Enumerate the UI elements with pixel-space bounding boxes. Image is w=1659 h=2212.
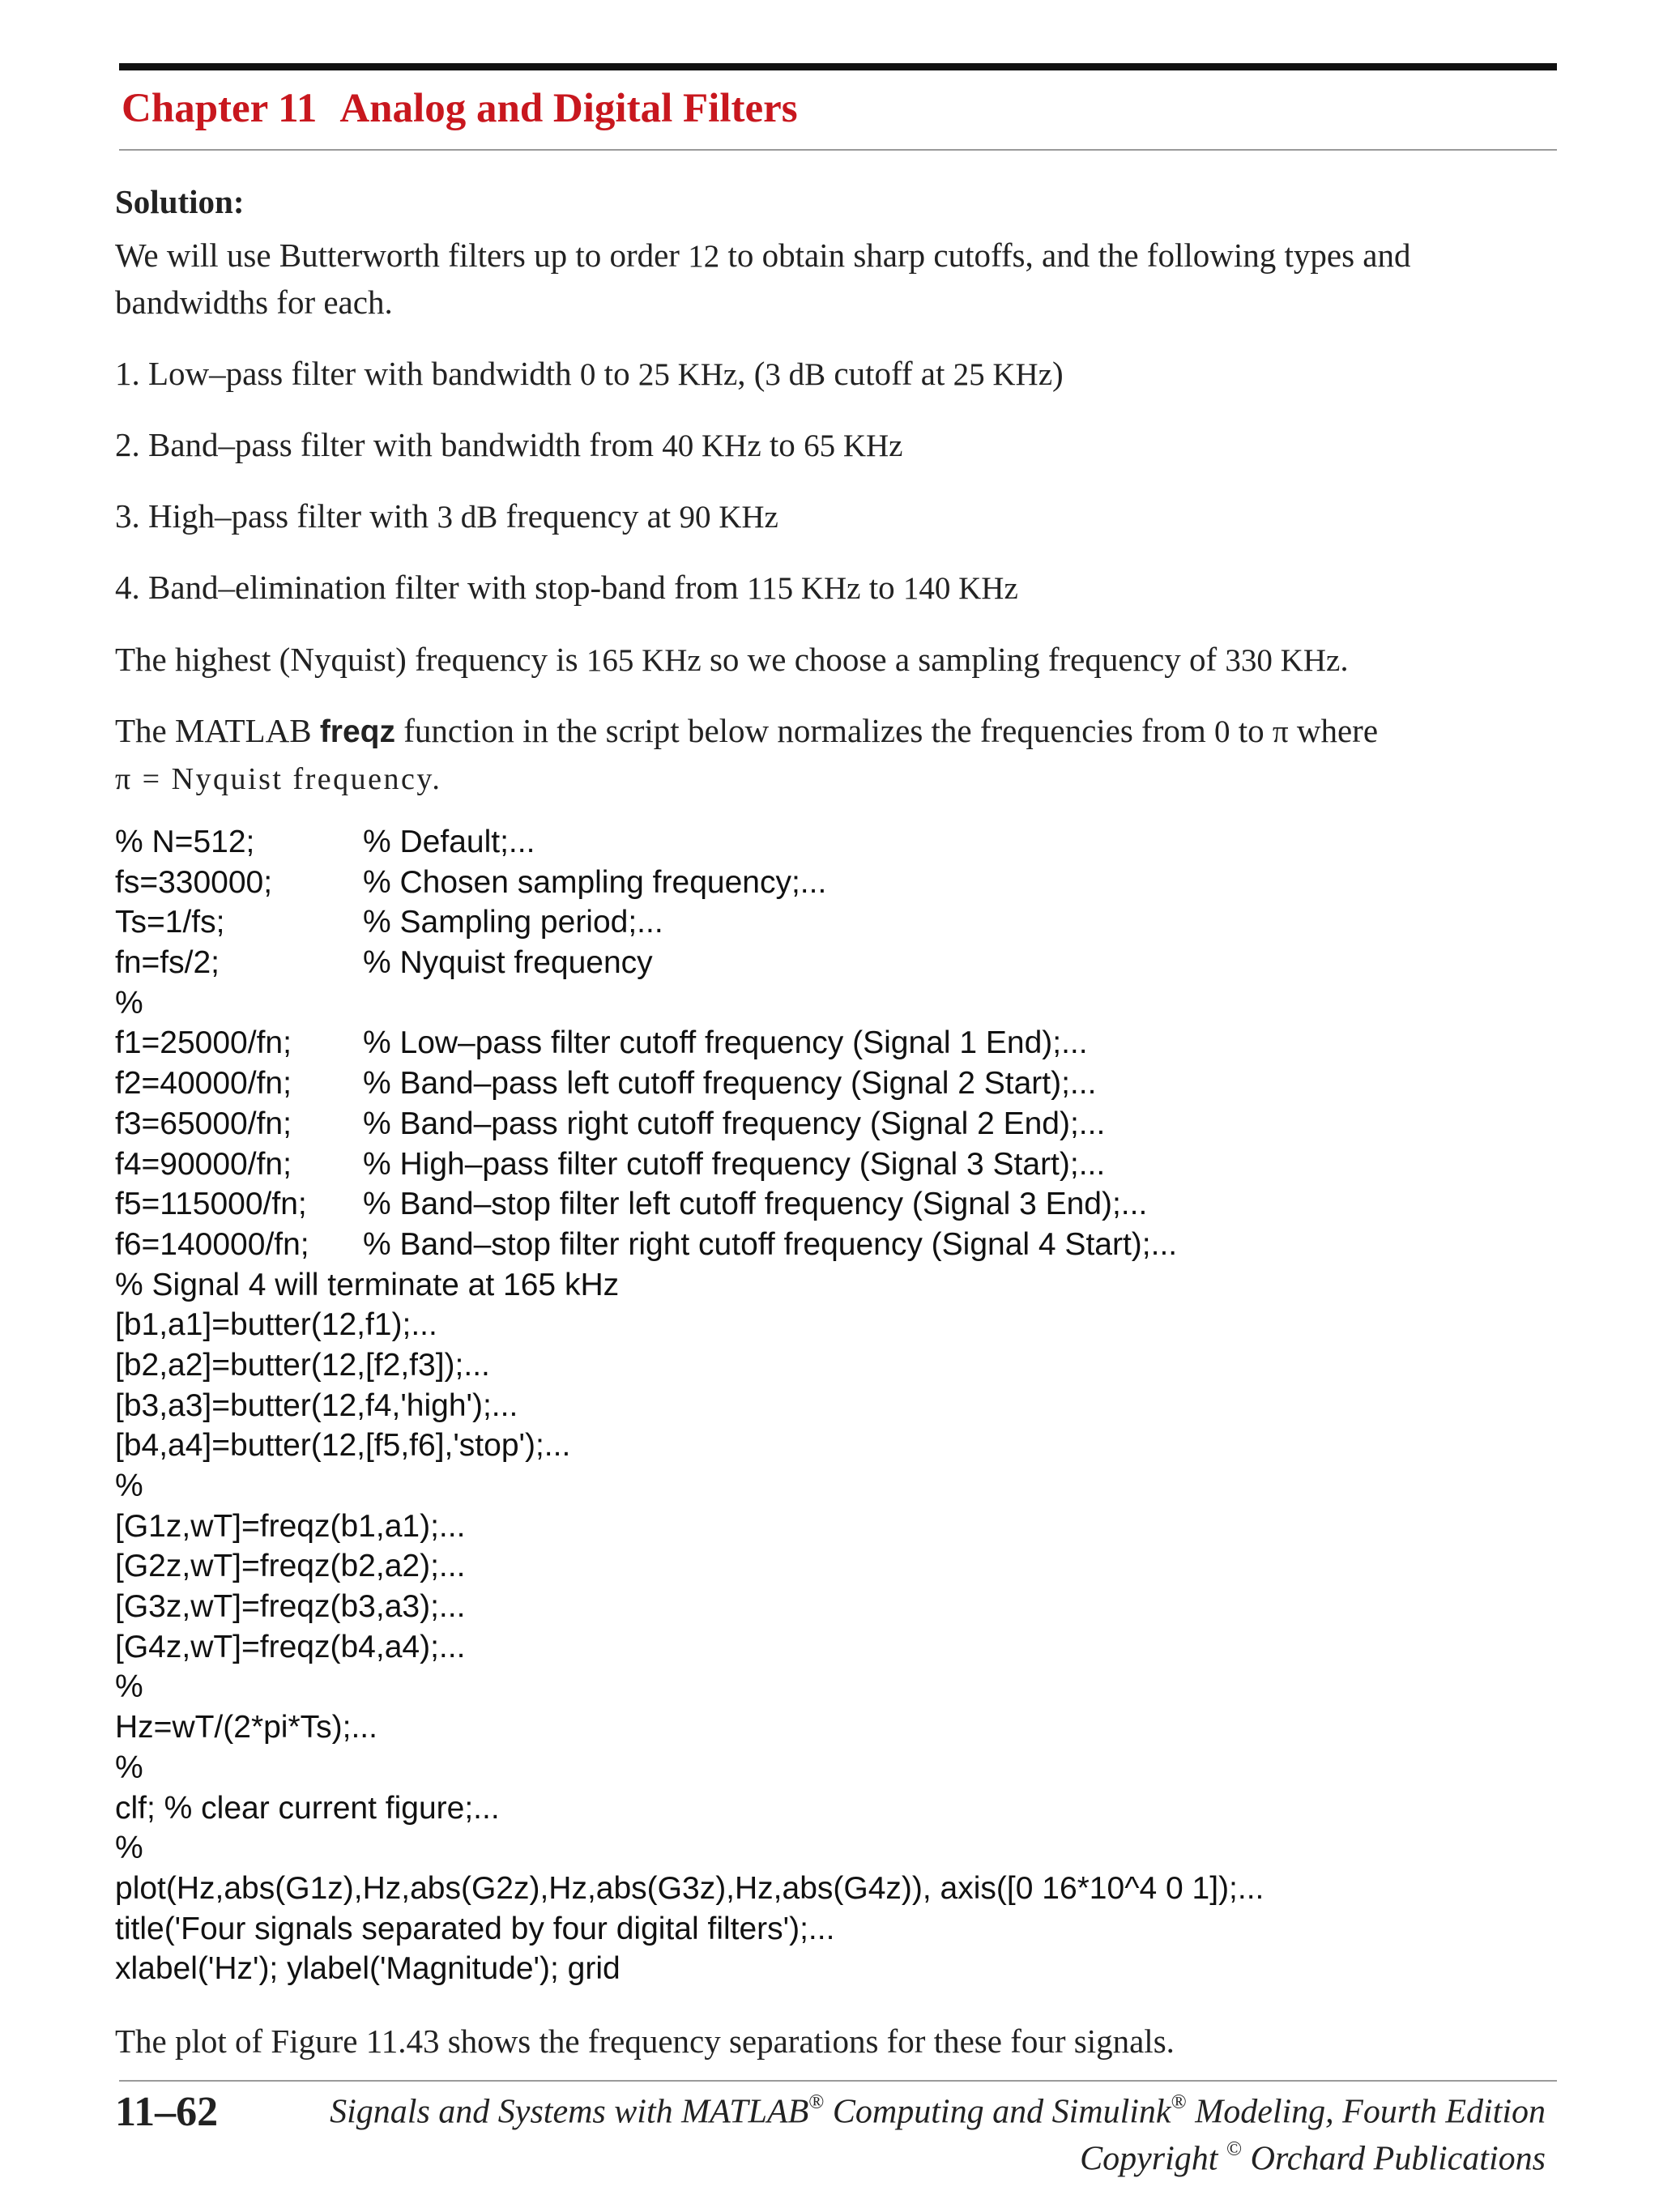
code-statement: [G1z,wT]=freqz(b1,a1);... (115, 1508, 466, 1544)
chapter-title (122, 85, 798, 132)
item-text: 3. High–pass filter with (115, 497, 437, 535)
code-line (115, 1627, 1264, 1668)
code-statement: % Signal 4 will terminate at 165 kHz (115, 1267, 620, 1302)
top-rule (119, 63, 1557, 70)
code-line (115, 1426, 1264, 1466)
page-number: 11–62 (115, 2089, 219, 2135)
item-text: cutoff at (825, 355, 953, 392)
code-line (115, 1507, 1264, 1547)
item-value: 25 KHz (638, 357, 738, 392)
paragraph-value: 330 KHz (1225, 643, 1341, 678)
paragraph-text: so we choose a sampling frequency of (701, 641, 1226, 678)
code-comment: % Band–stop filter left cutoff frequency (Signal 3 End);... (363, 1187, 1148, 1222)
code-statement: [G4z,wT]=freqz(b4,a4);... (115, 1629, 466, 1664)
code-statement: clf; % clear current figure;... (115, 1790, 500, 1826)
filter-order: 12 (688, 239, 720, 274)
paragraph-text: function in the script below normalizes the frequencies from (395, 712, 1215, 749)
item-text: to (860, 569, 903, 606)
code-statement: [b1,a1]=butter(12,f1);... (115, 1307, 437, 1343)
code-line (115, 822, 1264, 863)
code-comment: % Band–pass right cutoff frequency (Signal 2 End);... (363, 1106, 1106, 1141)
item-value: 25 KHz (953, 357, 1053, 392)
code-statement: f1=25000/fn; (115, 1025, 292, 1061)
code-statement: % (115, 1669, 143, 1705)
code-line (115, 1587, 1264, 1627)
code-line (115, 1104, 1264, 1144)
pi-definition: π = Nyquist frequency. (115, 762, 442, 796)
code-comment: % High–pass filter cutoff frequency (Signal 3 Start);... (363, 1146, 1106, 1182)
code-statement: f4=90000/fn; (115, 1146, 292, 1182)
paragraph-text: to (1230, 712, 1273, 749)
code-line (115, 1909, 1264, 1950)
item-value: 40 KHz (662, 428, 761, 463)
code-statement: f3=65000/fn; (115, 1106, 292, 1141)
code-statement: [b2,a2]=butter(12,[f2,f3]);... (115, 1347, 490, 1383)
book-title-part: Computing and Simulink (824, 2093, 1171, 2131)
paragraph-value: 165 KHz (586, 643, 702, 678)
code-statement: % N=512; (115, 825, 255, 859)
item-value: 0 (579, 357, 596, 392)
registered-mark: ® (1171, 2091, 1187, 2113)
code-statement: [b4,a4]=butter(12,[f5,f6],'stop');... (115, 1428, 571, 1464)
list-item (115, 565, 1561, 612)
item-text: frequency at (497, 497, 680, 535)
code-line (115, 1305, 1264, 1345)
item-text: 2. Band–pass filter with bandwidth from (115, 426, 663, 463)
code-line (115, 943, 1264, 983)
function-name: freqz (319, 714, 395, 749)
code-statement: [G2z,wT]=freqz(b2,a2);... (115, 1549, 466, 1584)
code-line (115, 1949, 1264, 1989)
code-line (115, 1063, 1264, 1104)
header-rule (119, 149, 1557, 151)
code-statement: fs=330000; (115, 864, 273, 900)
code-comment: % Nyquist frequency (363, 945, 653, 981)
registered-mark: ® (808, 2091, 825, 2113)
code-statement: f5=115000/fn; (115, 1187, 307, 1222)
code-comment: % Chosen sampling frequency;... (363, 864, 827, 900)
code-statement: [b3,a3]=butter(12,f4,'high');... (115, 1387, 518, 1423)
book-title-part: Modeling, Fourth Edition (1186, 2093, 1546, 2131)
paragraph-text: . (1340, 641, 1349, 678)
chapter-name: Analog and Digital Filters (339, 86, 798, 131)
matlab-code-block (115, 822, 1264, 1989)
item-text: to (595, 355, 638, 392)
code-statement: title('Four signals separated by four digital filters');... (115, 1911, 835, 1946)
code-statement: f2=40000/fn; (115, 1066, 292, 1102)
code-line (115, 902, 1264, 943)
item-value: 3 dB (437, 500, 498, 535)
code-line (115, 1869, 1264, 1909)
intro-text-rest: to obtain sharp cutoffs, and the following types and bandwidths for each. (115, 237, 1411, 321)
code-line (115, 983, 1264, 1024)
item-value: 115 KHz (747, 571, 861, 606)
paragraph-text: The highest (Nyquist) frequency is (115, 641, 586, 678)
item-text: 1. Low–pass filter with bandwidth (115, 355, 580, 392)
item-value: 65 KHz (804, 428, 903, 463)
code-comment: % Band–stop filter right cutoff frequency (Signal 4 Start);... (363, 1226, 1178, 1262)
item-text: to (761, 426, 804, 463)
book-title-part: Signals and Systems with MATLAB (330, 2093, 809, 2131)
freqz-paragraph (115, 708, 1561, 802)
code-line (115, 1265, 1264, 1306)
paragraph-text: The MATLAB (115, 712, 320, 749)
code-comment: % Sampling period;... (363, 905, 663, 940)
code-comment: % Low–pass filter cutoff frequency (Signal 1 End);... (363, 1025, 1088, 1061)
copyright-text: Orchard Publications (1242, 2140, 1546, 2178)
solution-heading: Solution: (115, 183, 245, 220)
code-statement: % (115, 1831, 143, 1866)
code-statement: % (115, 985, 143, 1021)
item-text: 4. Band–elimination filter with stop-band from (115, 569, 748, 606)
code-line (115, 863, 1264, 903)
code-statement: xlabel('Hz'); ylabel('Magnitude'); grid (115, 1951, 621, 1987)
code-statement: f6=140000/fn; (115, 1226, 309, 1262)
code-line (115, 1546, 1264, 1587)
code-line (115, 1225, 1264, 1265)
book-title (330, 2091, 1546, 2132)
copyright-mark: © (1226, 2138, 1243, 2160)
pi-symbol: π (1272, 714, 1289, 749)
paragraph-value: 0 (1214, 714, 1230, 749)
footer-rule (119, 2080, 1557, 2082)
code-statement: [G3z,wT]=freqz(b3,a3);... (115, 1589, 466, 1625)
code-line (115, 1144, 1264, 1185)
item-text: , ( (737, 355, 766, 392)
list-item (115, 493, 1561, 540)
copyright-line (1080, 2138, 1546, 2179)
code-statement: plot(Hz,abs(G1z),Hz,abs(G2z),Hz,abs(G3z),Hz,abs(G4z)), axis([0 16*10^4 0 1]);... (115, 1870, 1265, 1906)
code-statement: Ts=1/fs; (115, 905, 225, 940)
code-line (115, 1748, 1264, 1788)
code-line (115, 1667, 1264, 1707)
item-value: 140 KHz (902, 571, 1018, 606)
code-line (115, 1023, 1264, 1063)
code-statement: Hz=wT/(2*pi*Ts);... (115, 1710, 377, 1745)
code-line (115, 1386, 1264, 1426)
code-line (115, 1828, 1264, 1869)
code-comment: % Band–pass left cutoff frequency (Signal 2 Start);... (363, 1066, 1097, 1102)
item-text: ) (1052, 355, 1064, 392)
code-line (115, 1184, 1264, 1225)
closing-paragraph: The plot of Figure 11.43 shows the frequency separations for these four signals. (115, 2022, 1175, 2060)
code-statement: fn=fs/2; (115, 945, 220, 981)
nyquist-paragraph (115, 637, 1561, 684)
paragraph-text: where (1288, 712, 1379, 749)
code-comment: % Default;... (363, 825, 535, 859)
code-statement: % (115, 1750, 143, 1785)
list-item (115, 351, 1561, 398)
code-line (115, 1345, 1264, 1386)
copyright-text: Copyright (1080, 2140, 1218, 2178)
intro-paragraph (115, 232, 1561, 325)
code-line (115, 1707, 1264, 1748)
item-value: 90 KHz (679, 500, 778, 535)
list-item (115, 422, 1561, 469)
code-statement: % (115, 1468, 143, 1503)
chapter-number: Chapter 11 (122, 86, 318, 131)
item-value: 3 dB (765, 357, 826, 392)
intro-text: We will use Butterworth filters up to order (115, 237, 689, 274)
code-line (115, 1466, 1264, 1507)
code-line (115, 1788, 1264, 1829)
